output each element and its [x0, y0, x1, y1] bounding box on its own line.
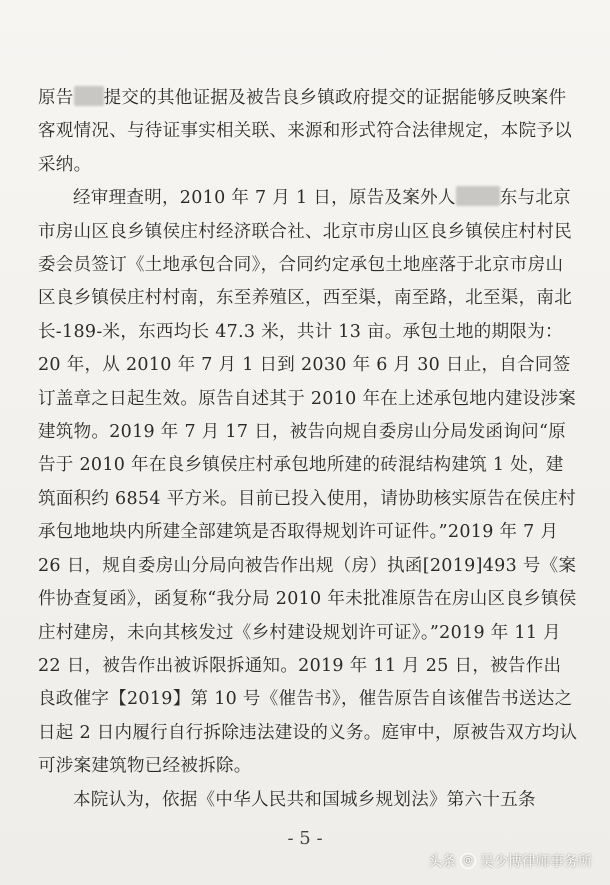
at-icon: @: [460, 853, 476, 869]
text-run: 经审理查明，2010 年 7 月 1 日，原告及案外人: [73, 188, 456, 209]
text-run: 原告: [38, 88, 74, 108]
paragraph-evidence: [38, 82, 578, 182]
paragraph-facts: [38, 182, 578, 783]
text-run: 东与北京市房山区良乡镇侯庄村经济联合社、北京市房山区良乡镇侯庄村村民委会员签订《土地承包合同》，合同约定承包土地座落于北京市房山区良乡镇侯庄村村南，东至养殖区，西至渠，南至路，北至渠，南北长-189-米，东西均长 47.3 米，共计 13 亩。承包土地的期限为：20 年，从 2010 年 7 月 1 日到 2030 年 6 月 30 日止，自合同签订盖章之日起生效。原告自述其于 2010 年在上述承包地内建设涉案建筑物。2019 年 7 月 17 日，被告向规自委房山分局发函询问“原告于 2010 年在良乡镇侯庄村承包地所建的砖混结构建筑 1 处，建筑面积约 6854 平方米。目前已投入使用，请协助核实原告在侯庄村承包地地块内所建全部建筑是否取得规划许可证件。”2019 年 7 月 26 日，规自委房山分局向被告作出规（房）执函[2019]493 号《案件协查复函》，函复称“我分局 2010 年未批准原告在房山区良乡镇侯庄村建房，未向其核发过《乡村建设规划许可证》。”2019 年 11 月 22 日，被告作出被诉限拆通知。2019 年 11 月 25 日，被告作出良政催字【2019】第 10 号《催告书》，催告原告自该催告书送达之日起 2 日内履行自行拆除违法建设的义务。庭审中，原被告双方均认可涉案建筑物已经被拆除。: [38, 188, 578, 777]
watermark-name: 吴少博律师事务所: [480, 854, 592, 870]
document-body: [38, 82, 578, 817]
watermark: [428, 851, 592, 871]
redacted-name: [456, 186, 500, 206]
paragraph-court-opinion: 本院认为，依据《中华人民共和国城乡规划法》第六十五条: [73, 789, 536, 810]
text-run: 提交的其他证据及被告良乡镇政府提交的证据能够反映案件客观情况、与待证事实相关联、来源和形式符合法律规定，本院予以采纳。: [38, 88, 572, 175]
watermark-prefix: 头条: [428, 854, 456, 870]
page-number: - 5 -: [287, 828, 323, 849]
redacted-name: [74, 86, 104, 106]
